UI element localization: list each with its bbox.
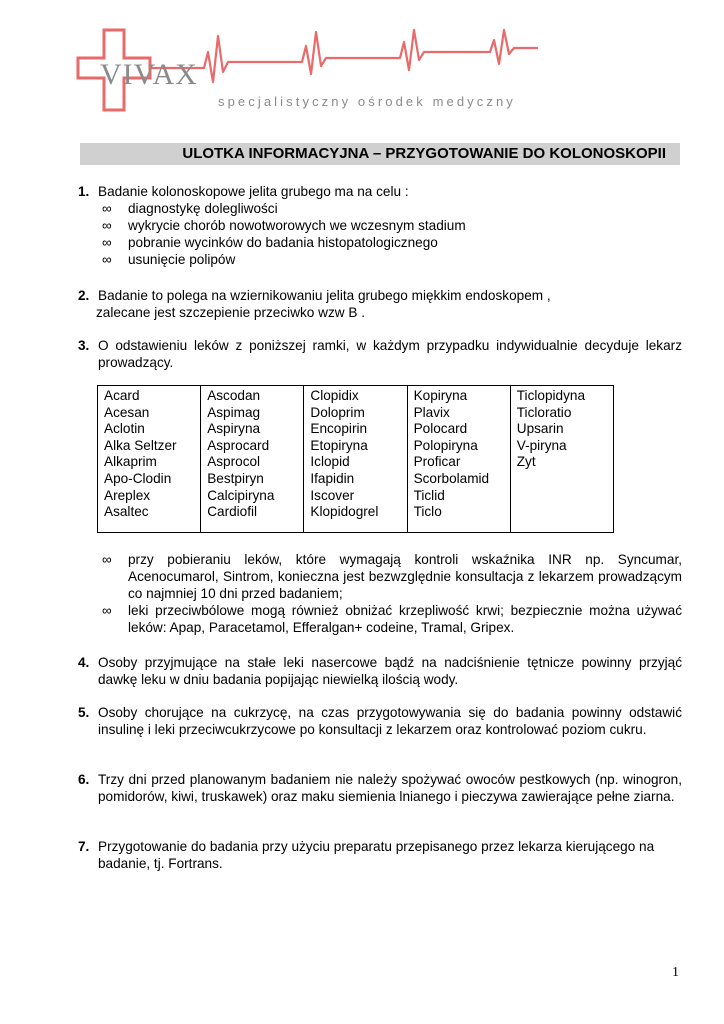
section-text: O odstawieniu leków z poniższej ramki, w każdym przypadku indywidualnie decyduje lekarz prowadzący.: [98, 338, 682, 370]
section-text-line-2: zalecane jest szczepienie przeciwko wzw B .: [96, 305, 365, 320]
drug-name: Asprocard: [207, 437, 270, 453]
drug-name: Asprocol: [207, 454, 261, 470]
document-title: ULOTKA INFORMACYJNA – PRZYGOTOWANIE DO KOLONOSKOPII: [80, 143, 680, 165]
note-item: ∞ leki przeciwbólowe mogą również obniżać krzepliwość krwi; bezpiecznie można używać leków: Apap, Paracetamol, Efferalgan+ codeine, Tramal, Gripex.: [102, 603, 682, 635]
section-text: Przygotowanie do badania przy użyciu preparatu przepisanego przez lekarza kierującego na badanie, tj. Fortrans.: [98, 839, 655, 871]
vivax-logo: [70, 26, 540, 116]
section-6: [78, 771, 682, 805]
drug-name: Ifapidin: [310, 470, 355, 486]
notes-list: [78, 551, 682, 636]
drug-name: Clopidix: [310, 388, 359, 403]
section-3: [78, 337, 682, 371]
drug-name: Ascodan: [207, 388, 261, 403]
logo-wordmark: VIVAX: [100, 58, 198, 91]
section-5: [78, 704, 682, 738]
section-2: [78, 287, 682, 321]
logo-subtitle: specjalistyczny ośrodek medyczny: [218, 94, 516, 109]
drug-name: Doloprim: [310, 404, 365, 420]
drug-name: Ticloratio: [516, 404, 572, 420]
section-text: Osoby chorujące na cukrzycę, na czas przygotowywania się do badania powinny odstawić insulinę i leki przeciwcukrzycowe po konsultacji z lekarzem oraz kontrolować poziom cukru.: [98, 705, 682, 737]
drug-name: Bestpiryn: [207, 470, 264, 486]
drug-name: Asaltec: [104, 504, 149, 520]
ecg-line: [150, 30, 538, 82]
page-number: 1: [672, 965, 679, 980]
drug-name: Aspiryna: [207, 421, 261, 437]
drug-name: Aclotin: [104, 421, 145, 437]
drug-name: Calcipiryna: [207, 487, 275, 503]
section-number: 6.: [78, 772, 90, 787]
drug-name: Kopiryna: [413, 388, 468, 403]
drug-name: Polopiryna: [413, 437, 478, 453]
drug-name: Cardiofil: [207, 504, 258, 520]
drug-name: Alka Seltzer: [104, 437, 177, 453]
infinity-bullet-icon: ∞: [102, 201, 112, 216]
drug-name: Ticlopidyna: [516, 388, 586, 403]
list-item: ∞ pobranie wycinków do badania histopatologicznego: [102, 235, 438, 250]
table-cell: [407, 386, 510, 533]
infinity-bullet-icon: ∞: [102, 252, 112, 267]
drug-name: Plavix: [413, 404, 450, 420]
table-cell: [98, 386, 201, 533]
drug-name: Upsarin: [516, 421, 564, 437]
list-item: ∞ diagnostykę dolegliwości: [102, 201, 278, 216]
drug-name: Iclopid: [310, 454, 350, 470]
section-intro: Badanie kolonoskopowe jelita grubego ma na celu :: [98, 184, 409, 199]
section-1: [78, 183, 682, 268]
section-number: 7.: [78, 839, 90, 854]
drug-name: Aspimag: [207, 404, 261, 420]
table-cell: [304, 386, 407, 533]
section-7: [78, 838, 682, 872]
drug-name: Klopidogrel: [310, 504, 379, 520]
drug-name: Zyt: [516, 454, 536, 470]
drug-name: Proficar: [413, 454, 461, 470]
section-text-line-1: Badanie to polega na wziernikowaniu jelita grubego miękkim endoskopem ,: [98, 288, 551, 303]
table-row: [98, 386, 614, 533]
section-number: 2.: [78, 288, 90, 303]
section-number: 5.: [78, 705, 90, 720]
list-item: ∞ usunięcie polipów: [102, 252, 236, 267]
section-text: Trzy dni przed planowanym badaniem nie należy spożywać owoców pestkowych (np. winogron, pomidorów, kiwi, truskawek) oraz maku siemienia lnianego i pieczywa zawierające pełne ziarna.: [98, 772, 682, 804]
section-text: Osoby przyjmujące na stałe leki nasercowe bądź na nadciśnienie tętnicze powinny przyjąć dawkę leku w dniu badania popijając niewielką ilością wody.: [98, 655, 682, 687]
drug-name: Iscover: [310, 487, 355, 503]
section-number: 4.: [78, 655, 90, 670]
section-number: 3.: [78, 338, 90, 353]
infinity-bullet-icon: ∞: [102, 235, 112, 250]
table-cell: [201, 386, 304, 533]
note-item: ∞ przy pobieraniu leków, które wymagają kontroli wskaźnika INR np. Syncumar, Acenocumarol, Sintrom, konieczna jest bezwzględnie konsultacja z lekarzem prowadzącym co najmniej 10 dni przed badaniem;: [102, 552, 682, 601]
infinity-bullet-icon: ∞: [102, 218, 112, 233]
list-item: ∞ wykrycie chorób nowotworowych we wczesnym stadium: [102, 218, 466, 233]
drug-name: Encopirin: [310, 421, 368, 437]
table-cell: [510, 386, 613, 533]
drug-name: Polocard: [413, 421, 468, 437]
drug-name: Apo-Clodin: [104, 470, 172, 486]
section-number: 1.: [78, 184, 90, 199]
drug-name: Alkaprim: [104, 454, 157, 470]
section-4: [78, 654, 682, 688]
drug-name: Areplex: [104, 487, 151, 503]
drug-name: Ticlo: [413, 504, 442, 520]
drug-name: Ticlid: [413, 487, 445, 503]
drug-name: Acesan: [104, 404, 150, 420]
drug-table: [97, 385, 614, 533]
infinity-bullet-icon: ∞: [102, 603, 112, 618]
drug-name: V-piryna: [516, 437, 567, 453]
drug-name: Scorbolamid: [413, 470, 490, 486]
drug-name: Etopiryna: [310, 437, 368, 453]
infinity-bullet-icon: ∞: [102, 552, 112, 567]
drug-name: Acard: [104, 388, 140, 403]
